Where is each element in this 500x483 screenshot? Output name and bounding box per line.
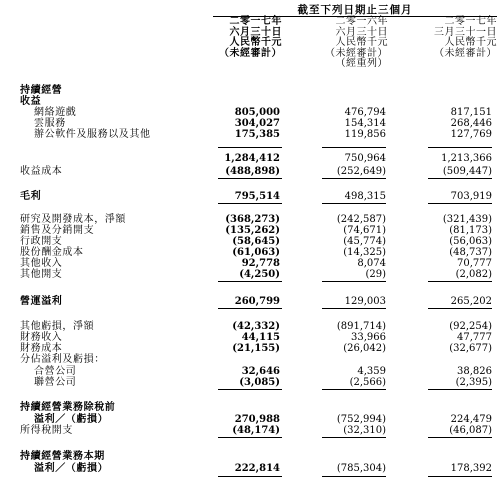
- column-header-line: 三月三十一日: [434, 26, 497, 38]
- total-rule: [218, 178, 282, 179]
- row-label: 財務收入: [20, 332, 63, 343]
- table-row: [0, 107, 500, 118]
- total-rule: [428, 308, 492, 309]
- total-rule: [322, 437, 386, 438]
- total-rule: [322, 476, 386, 477]
- row-label: 辦公軟件及服務以及其他: [34, 129, 151, 140]
- row-value: 476,794: [344, 107, 386, 118]
- row-value: (21,155): [232, 343, 280, 354]
- table-row: [0, 153, 500, 164]
- row-label: 持續經營業務本期: [20, 451, 105, 462]
- row-value: (32,310): [343, 425, 386, 436]
- row-value: (785,304): [336, 463, 386, 474]
- row-label: 股份酬金成本: [20, 247, 84, 258]
- row-value: (26,042): [343, 343, 386, 354]
- row-label: 溢利／（虧損）: [34, 463, 109, 474]
- row-value: 260,799: [234, 296, 280, 307]
- total-rule: [428, 437, 492, 438]
- total-rule: [218, 308, 282, 309]
- table-row: [0, 366, 500, 377]
- row-value: 1,213,366: [441, 153, 492, 164]
- row-value: (2,566): [349, 377, 386, 388]
- statement-header: [0, 0, 500, 69]
- table-row: [0, 425, 500, 436]
- row-value: (29): [365, 269, 386, 280]
- total-rule: [218, 437, 282, 438]
- row-label: 合營公司: [34, 366, 77, 377]
- row-value: 268,446: [450, 118, 492, 129]
- column-header-2017-mar: [405, 17, 497, 59]
- row-label: 持續經營業務除稅前: [20, 402, 116, 413]
- row-value: (48,174): [232, 425, 280, 436]
- column-header-line: 二零一六年: [335, 16, 388, 27]
- row-label: 營運溢利: [20, 296, 63, 307]
- column-header-line: 人民幣千元: [229, 37, 282, 48]
- row-value: 8,074: [357, 258, 386, 269]
- table-row: [0, 332, 500, 343]
- row-label: 其他開支: [20, 269, 63, 280]
- row-label: 其他收入: [20, 258, 63, 269]
- table-row: [0, 225, 500, 236]
- table-row: [0, 451, 500, 462]
- total-rule: [218, 476, 282, 477]
- table-row: [0, 377, 500, 388]
- row-value: (891,714): [336, 321, 386, 332]
- table-row: [0, 191, 500, 202]
- row-value: 222,814: [234, 463, 280, 474]
- row-value: 127,769: [450, 129, 492, 140]
- row-label: 聯營公司: [34, 377, 77, 388]
- row-value: 92,778: [241, 258, 280, 269]
- total-rule: [428, 178, 492, 179]
- table-row: [0, 166, 500, 177]
- total-rule: [428, 476, 492, 477]
- row-value: (368,273): [225, 214, 280, 225]
- row-label: 所得稅開支: [20, 425, 73, 436]
- total-rule: [322, 281, 386, 282]
- row-value: (488,898): [225, 166, 280, 177]
- row-value: (48,737): [449, 247, 492, 258]
- row-value: (2,082): [455, 269, 492, 280]
- table-row: [0, 258, 500, 269]
- row-value: 70,777: [457, 258, 492, 269]
- table-row: [0, 85, 500, 96]
- row-value: 178,392: [450, 463, 492, 474]
- row-label: 持續經營: [20, 85, 63, 96]
- row-label: 網絡遊戲: [34, 107, 77, 118]
- row-label: 溢利／（虧損）: [34, 414, 109, 425]
- row-label: 其他虧損，淨額: [20, 321, 95, 332]
- column-header-2017-jun: [190, 17, 282, 59]
- period-heading: 截至下列日期止三個月: [297, 4, 413, 16]
- row-value: (752,994): [336, 414, 386, 425]
- row-value: (46,087): [449, 425, 492, 436]
- row-value: 270,988: [234, 414, 280, 425]
- column-header-line: （未經審計）: [219, 47, 282, 59]
- row-label: 收益成本: [20, 166, 63, 177]
- total-rule: [428, 389, 492, 390]
- total-rule: [322, 203, 386, 204]
- row-label: 財務成本: [20, 343, 63, 354]
- row-value: (509,447): [442, 166, 492, 177]
- table-row: [0, 129, 500, 140]
- row-value: (2,395): [455, 377, 492, 388]
- total-rule: [218, 147, 282, 148]
- row-value: 1,284,412: [224, 153, 280, 164]
- row-value: 119,856: [344, 129, 386, 140]
- row-value: 47,777: [457, 332, 492, 343]
- row-label: 銷售及分銷開支: [20, 225, 95, 236]
- row-value: (14,325): [343, 247, 386, 258]
- total-rule: [428, 203, 492, 204]
- total-rule: [322, 147, 386, 148]
- row-value: (92,254): [449, 321, 492, 332]
- column-header-2016-jun: [296, 17, 388, 70]
- column-header-line: 六月三十日: [335, 26, 388, 38]
- table-row: [0, 321, 500, 332]
- row-value: 795,514: [234, 191, 280, 202]
- row-value: 175,385: [234, 129, 280, 140]
- row-label: 收益: [20, 96, 42, 107]
- row-value: (74,671): [343, 225, 386, 236]
- row-value: 44,115: [241, 332, 280, 343]
- column-header-line: 二零一七年: [444, 16, 497, 27]
- row-label: 研究及開發成本，淨額: [20, 214, 126, 225]
- row-value: 304,027: [234, 118, 280, 129]
- column-header-line: （經重列）: [335, 58, 388, 69]
- row-value: (58,645): [232, 236, 280, 247]
- row-value: 33,966: [351, 332, 386, 343]
- table-row: [0, 402, 500, 413]
- row-value: (135,262): [225, 225, 280, 236]
- column-header-line: 二零一七年: [229, 16, 282, 27]
- row-value: 703,919: [450, 191, 492, 202]
- row-value: (81,173): [449, 225, 492, 236]
- row-value: 32,646: [241, 366, 280, 377]
- table-row: [0, 247, 500, 258]
- table-row: [0, 118, 500, 129]
- column-header-line: （未經審計）: [325, 47, 388, 59]
- total-rule: [428, 281, 492, 282]
- row-value: (32,677): [449, 343, 492, 354]
- table-row: [0, 296, 500, 307]
- row-value: 224,479: [450, 414, 492, 425]
- row-label: 分佔溢利及虧損：: [20, 354, 105, 365]
- table-row: [0, 354, 500, 365]
- row-value: 4,359: [357, 366, 386, 377]
- row-value: 805,000: [234, 107, 280, 118]
- total-rule: [428, 147, 492, 148]
- column-header-line: 六月三十日: [229, 26, 282, 38]
- row-label: 毛利: [20, 191, 42, 202]
- table-row: [0, 236, 500, 247]
- table-row: [0, 414, 500, 425]
- column-header-line: 人民幣千元: [444, 37, 497, 48]
- row-value: 498,315: [344, 191, 386, 202]
- row-value: 750,964: [344, 153, 386, 164]
- row-value: (4,250): [239, 269, 280, 280]
- total-rule: [322, 308, 386, 309]
- row-value: (61,063): [232, 247, 280, 258]
- row-label: 行政開支: [20, 236, 63, 247]
- column-header-line: （未經審計）: [434, 47, 497, 59]
- table-row: [0, 214, 500, 225]
- row-value: 129,003: [344, 296, 386, 307]
- row-value: 38,826: [457, 366, 492, 377]
- table-row: [0, 463, 500, 474]
- row-value: (42,332): [232, 321, 280, 332]
- column-header-line: 人民幣千元: [335, 37, 388, 48]
- row-value: (321,439): [442, 214, 492, 225]
- row-value: 265,202: [450, 296, 492, 307]
- table-row: [0, 269, 500, 280]
- table-row: [0, 343, 500, 354]
- total-rule: [218, 203, 282, 204]
- row-value: (45,774): [343, 236, 386, 247]
- total-rule: [322, 389, 386, 390]
- row-value: (3,085): [239, 377, 280, 388]
- row-value: (252,649): [336, 166, 386, 177]
- total-rule: [322, 178, 386, 179]
- row-value: (56,063): [449, 236, 492, 247]
- row-value: (242,587): [336, 214, 386, 225]
- total-rule: [218, 281, 282, 282]
- row-value: 817,151: [450, 107, 492, 118]
- table-row: [0, 96, 500, 107]
- total-rule: [218, 389, 282, 390]
- row-value: 154,314: [344, 118, 386, 129]
- row-label: 雲服務: [34, 118, 66, 129]
